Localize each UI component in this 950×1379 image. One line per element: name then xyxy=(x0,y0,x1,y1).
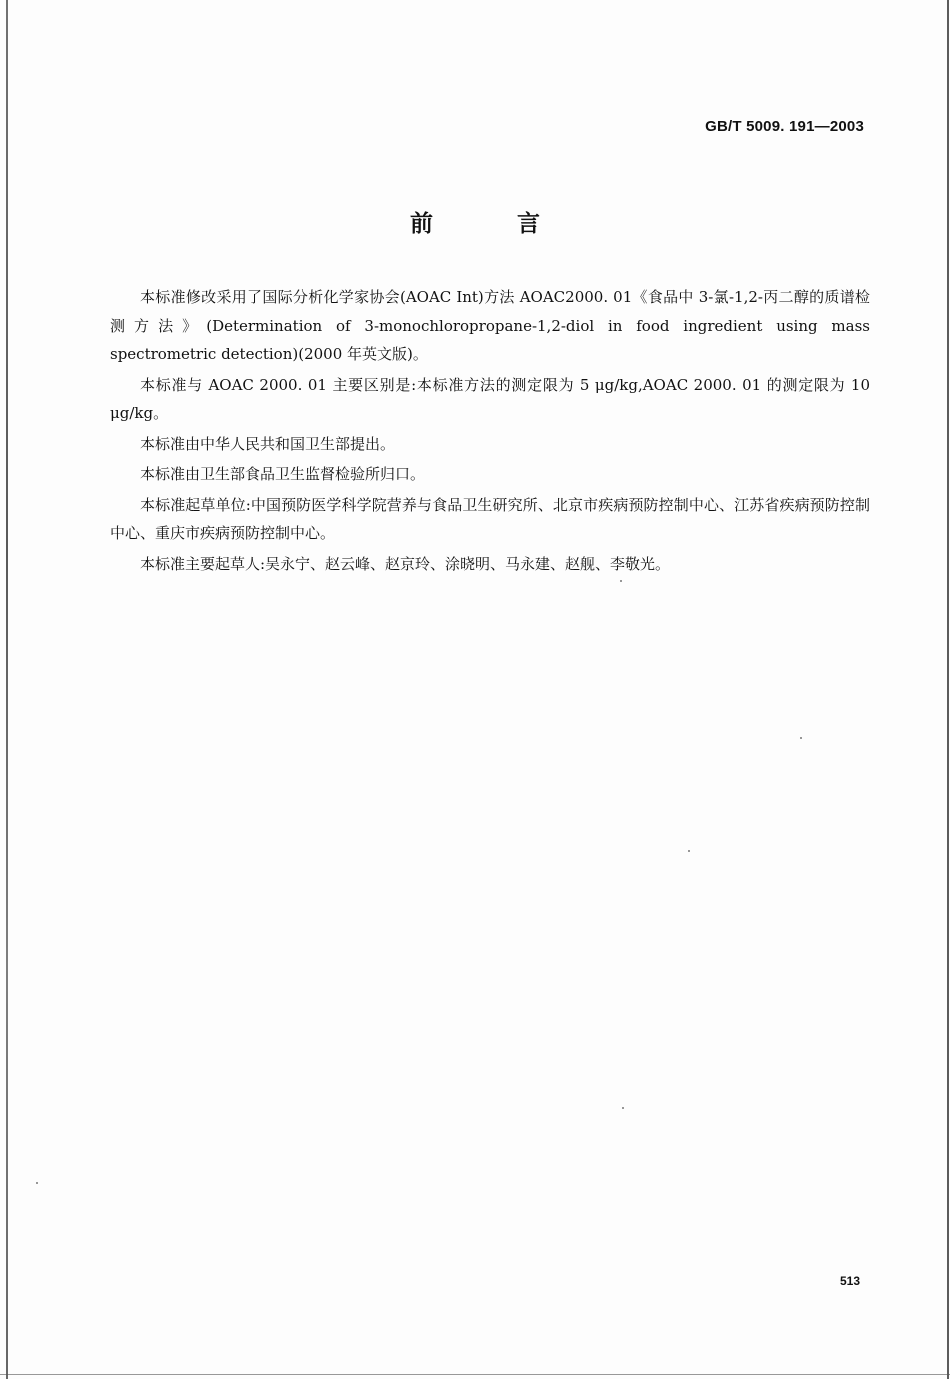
scan-edge-bottom xyxy=(0,1374,950,1375)
paragraph-administrator: 本标准由卫生部食品卫生监督检验所归口。 xyxy=(140,465,426,483)
page-number: 513 xyxy=(839,1274,860,1288)
paragraph-adoption: 本标准修改采用了国际分析化学家协会(AOAC Int)方法 AOAC2000. 01《食品中 3-氯-1,2-丙二醇的质谱检测方法》(Determination of 3-monochloropropane-1,2-diol in food ingredient using mass spectrometric detection)(2000 年英文版)。 xyxy=(110,288,870,363)
scan-speck xyxy=(800,737,802,739)
paragraph-proposer: 本标准由中华人民共和国卫生部提出。 xyxy=(140,434,396,453)
scan-speck xyxy=(620,580,622,582)
foreword-body xyxy=(110,283,870,580)
paragraph-differences: 本标准与 AOAC 2000. 01 主要区别是:本标准方法的测定限为 5 μg/kg,AOAC 2000. 01 的测定限为 10 μg/kg。 xyxy=(110,375,870,422)
paragraph-drafting-units: 本标准起草单位:中国预防医学科学院营养与食品卫生研究所、北京市疾病预防控制中心、江苏省疾病预防控制中心、重庆市疾病预防控制中心。 xyxy=(110,495,870,542)
scan-speck xyxy=(688,850,690,852)
paragraph-drafters: 本标准主要起草人:吴永宁、赵云峰、赵京玲、涂晓明、马永建、赵舰、李敬光。 xyxy=(140,554,671,573)
scan-speck xyxy=(36,1182,38,1184)
scan-speck xyxy=(622,1107,624,1109)
standard-code: GB/T 5009. 191—2003 xyxy=(705,118,864,135)
page-title: 前 言 xyxy=(409,211,578,237)
